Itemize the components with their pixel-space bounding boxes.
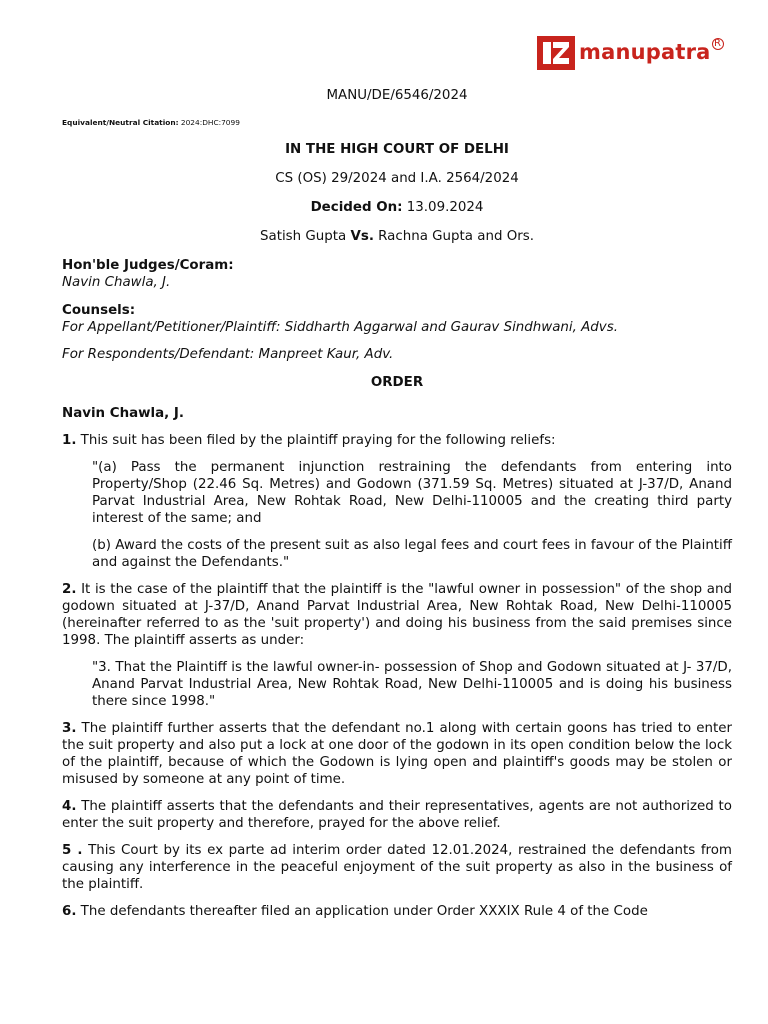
paragraph-5 xyxy=(62,842,732,893)
respondent-name: Rachna Gupta and Ors. xyxy=(378,229,534,244)
paragraph-number: 5 . xyxy=(62,843,83,858)
judgment-document xyxy=(62,86,732,920)
case-number: CS (OS) 29/2024 and I.A. 2564/2024 xyxy=(275,171,519,186)
citation: MANU/DE/6546/2024 xyxy=(326,88,468,103)
paragraph-3 xyxy=(62,720,732,788)
judge-heading: Navin Chawla, J. xyxy=(62,406,184,421)
registered-mark: R xyxy=(712,38,724,50)
paragraph-2 xyxy=(62,581,732,649)
paragraph-number: 1. xyxy=(62,433,77,448)
parties xyxy=(62,228,732,245)
paragraph-3-quote: "3. That the Plaintiff is the lawful owner-in- possession of Shop and Godown situated at J- 37/D, Anand Parvat Industrial Area, New Rohtak Road, New Delhi-110005 and is doing his business there since 1998." xyxy=(92,660,732,709)
paragraph-number: 4. xyxy=(62,799,77,814)
decided-on-value: 13.09.2024 xyxy=(406,200,484,215)
coram-section xyxy=(62,257,732,291)
equivalent-citation-value: 2024:DHC:7099 xyxy=(180,118,240,127)
equivalent-citation-label: Equivalent/Neutral Citation: xyxy=(62,118,179,127)
relief-a-quote: "(a) Pass the permanent injunction restraining the defendants from entering into Property/Shop (22.46 Sq. Metres) and Godown (371.59 Sq. Metres) situated at J-37/D, Anand Parvat Industrial Area, New Rohtak Road, New Delhi-110005 and the creating third party interest of the same; and xyxy=(92,460,732,526)
versus-label: Vs. xyxy=(350,229,374,244)
equivalent-citation xyxy=(62,118,732,128)
counsels-heading: Counsels: xyxy=(62,303,136,318)
paragraph-number: 3. xyxy=(62,721,77,736)
paragraph-text: This Court by its ex parte ad interim order dated 12.01.2024, restrained the defendants from causing any interference in the peaceful enjoyment of the suit property as also in the business of the plaintiff. xyxy=(62,843,732,892)
respondent-counsel: For Respondents/Defendant: Manpreet Kaur, Adv. xyxy=(62,347,394,362)
order-heading: ORDER xyxy=(370,375,424,390)
logo-wordmark: manupatra xyxy=(579,40,711,64)
paragraph-text: This suit has been filed by the plaintiff praying for the following reliefs: xyxy=(80,433,556,448)
relief-b-quote: (b) Award the costs of the present suit as also legal fees and court fees in favour of the Plaintiff and against the Defendants." xyxy=(92,538,732,570)
paragraph-6 xyxy=(62,903,732,920)
paragraph-text: The plaintiff further asserts that the defendant no.1 along with certain goons has tried to enter the suit property and also put a lock at one door of the godown in its open condition below the lock of the plaintiff, because of which the Godown is lying open and plaintiff's goods may be stolen or misused by someone at any point of time. xyxy=(62,721,732,787)
decided-on xyxy=(62,199,732,216)
appellant-counsel: For Appellant/Petitioner/Plaintiff: Siddharth Aggarwal and Gaurav Sindhwani, Advs. xyxy=(62,320,618,335)
coram-value: Navin Chawla, J. xyxy=(62,275,171,290)
paragraph-number: 6. xyxy=(62,904,77,919)
paragraph-text: The defendants thereafter filed an application under Order XXXIX Rule 4 of the Code xyxy=(80,904,648,919)
paragraph-text: The plaintiff asserts that the defendants and their representatives, agents are not authorized to enter the suit property and therefore, prayed for the above relief. xyxy=(62,799,732,831)
manupatra-logo xyxy=(537,36,724,70)
coram-heading: Hon'ble Judges/Coram: xyxy=(62,258,234,273)
decided-on-label: Decided On: xyxy=(310,200,403,215)
paragraph-number: 2. xyxy=(62,582,77,597)
petitioner-name: Satish Gupta xyxy=(260,229,347,244)
manupatra-logo-icon xyxy=(537,36,575,70)
paragraph-text: It is the case of the plaintiff that the plaintiff is the "lawful owner in possession" of the shop and godown situated at J-37/D, Anand Parvat Industrial Area, New Rohtak Road, New Delhi-110005 (hereinafter referred to as the 'suit property') and doing his business from the said premises since 1998. The plaintiff asserts as under: xyxy=(62,582,732,648)
paragraph-4 xyxy=(62,798,732,832)
paragraph-1 xyxy=(62,432,732,449)
court-name: IN THE HIGH COURT OF DELHI xyxy=(285,142,509,157)
counsels-section xyxy=(62,302,732,336)
